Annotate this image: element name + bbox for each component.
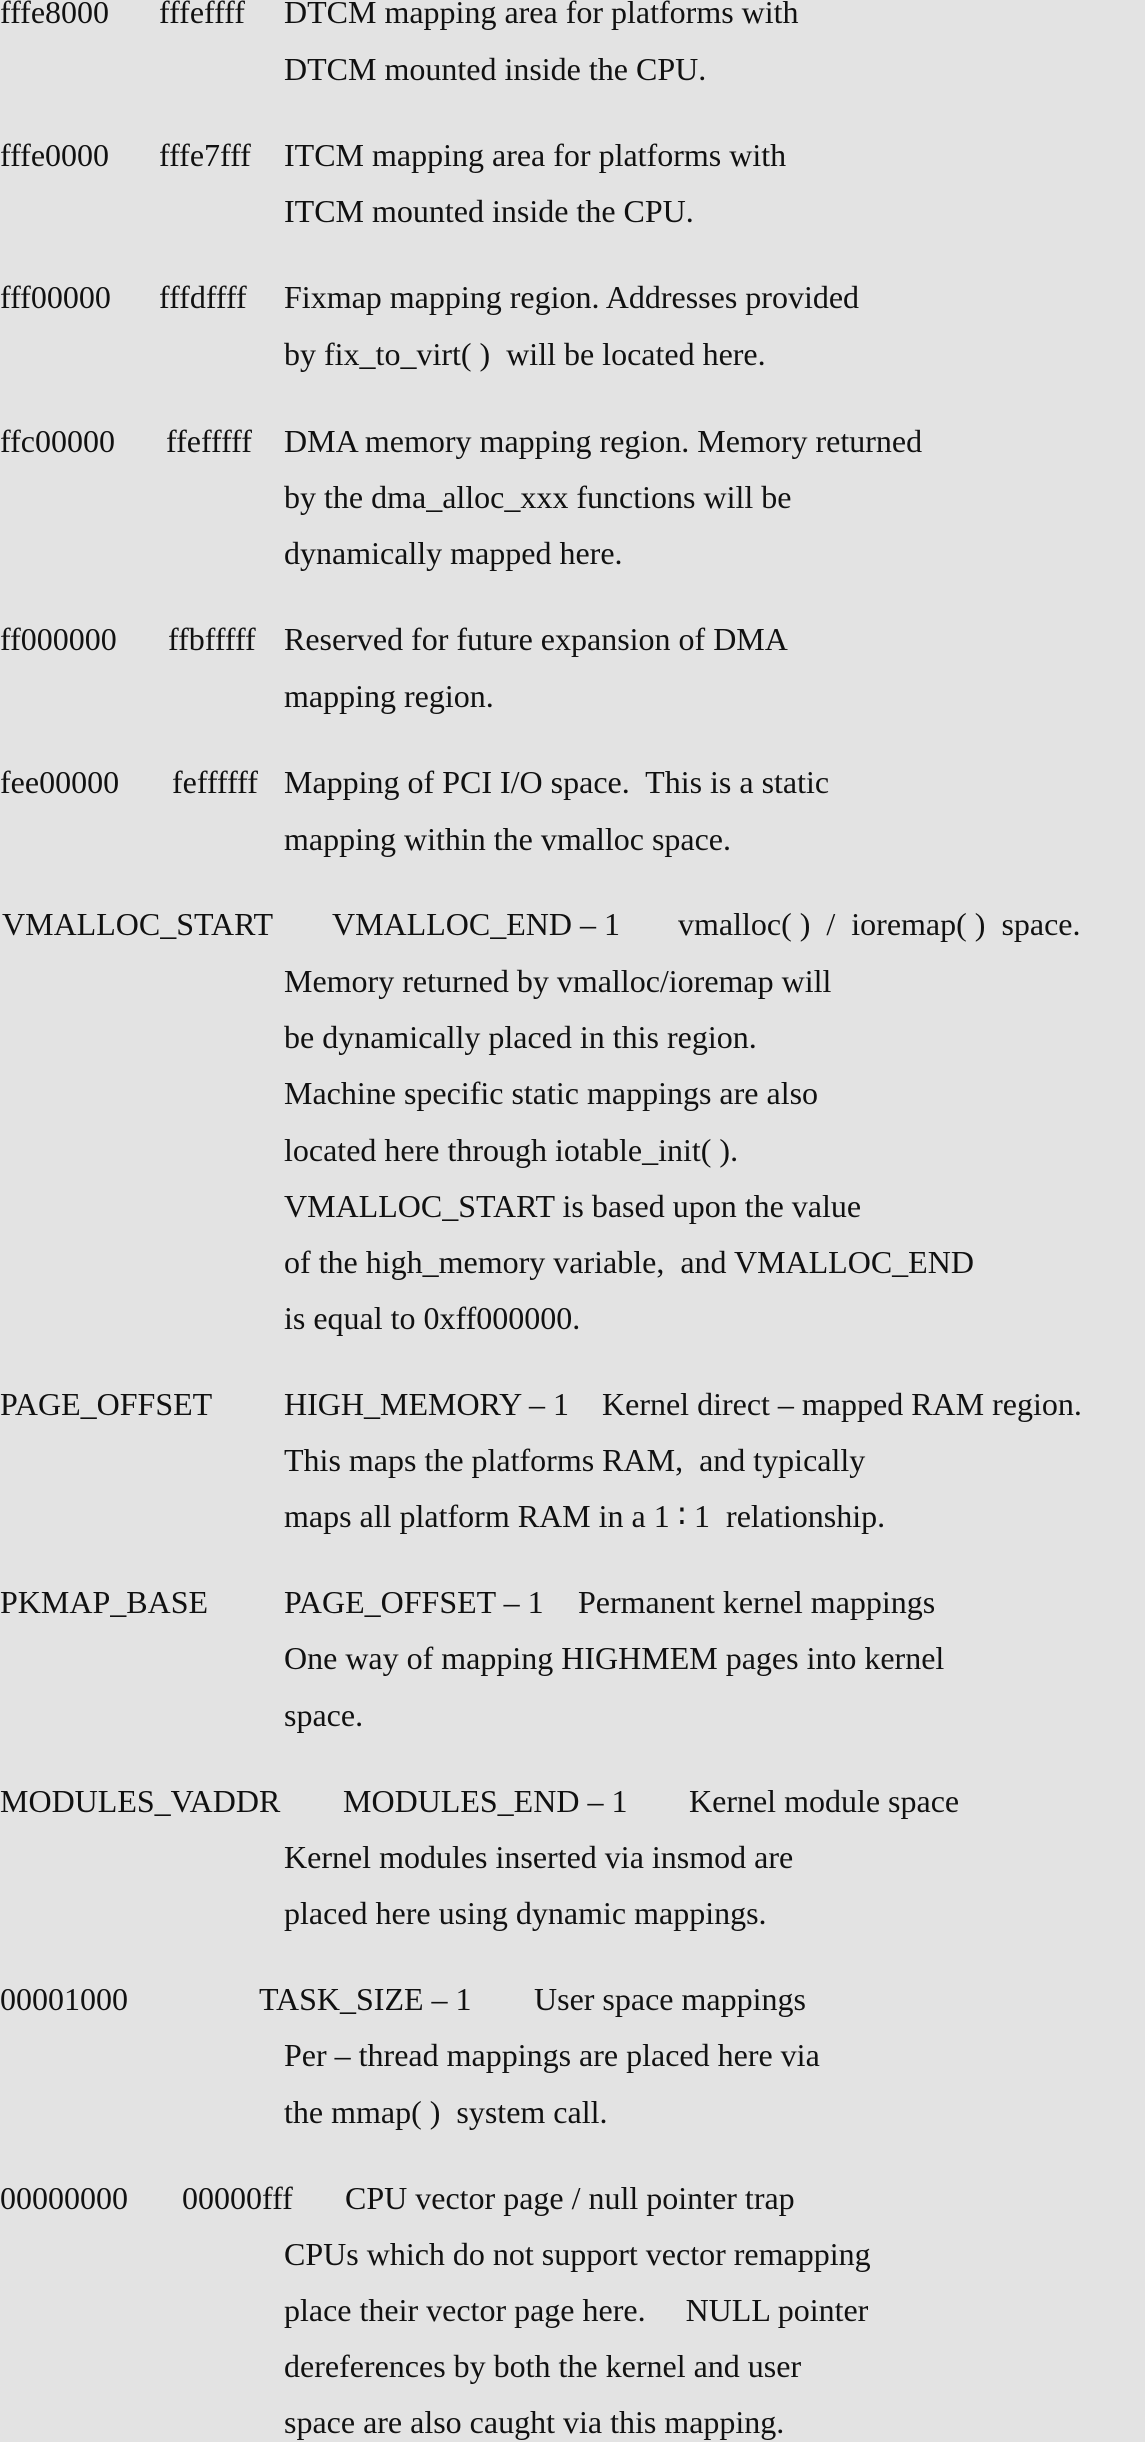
entry-1-start-address: fffe8000 bbox=[0, 0, 110, 30]
entry-10-description-line: placed here using dynamic mappings. bbox=[284, 1895, 767, 1931]
entry-1-end-address: fffeffff bbox=[159, 0, 245, 30]
entry-7-description-line: VMALLOC_START is based upon the value bbox=[284, 1188, 862, 1224]
entry-12-description-line: place their vector page here. NULL pointer bbox=[284, 2292, 869, 2328]
entry-7-start-address: VMALLOC_START bbox=[2, 906, 274, 942]
entry-7-description-line: Machine specific static mappings are also bbox=[284, 1075, 819, 1111]
entry-7-description-line: be dynamically placed in this region. bbox=[284, 1019, 757, 1055]
entry-11-end-address: TASK_SIZE – 1 bbox=[259, 1981, 472, 2017]
entry-9-description-line: One way of mapping HIGHMEM pages into kernel bbox=[284, 1640, 945, 1676]
entry-3-description-line: Fixmap mapping region. Addresses provided bbox=[284, 279, 860, 315]
entry-10-description-line: Kernel modules inserted via insmod are bbox=[284, 1839, 794, 1875]
entry-12-end-address: 00000fff bbox=[182, 2180, 293, 2216]
entry-7-description-line: vmalloc( ) / ioremap( ) space. bbox=[678, 906, 1081, 942]
entry-5-start-address: ff000000 bbox=[0, 621, 117, 657]
entry-7-description-line: of the high_memory variable, and VMALLOC_END bbox=[284, 1244, 974, 1280]
entry-4-description-line: by the dma_alloc_xxx functions will be bbox=[284, 479, 792, 515]
entry-8-description-line: maps all platform RAM in a 1 ∶ 1 relationship. bbox=[284, 1498, 886, 1534]
entry-9-description-line: Permanent kernel mappings bbox=[578, 1584, 936, 1620]
entry-5-description-line: Reserved for future expansion of DMA bbox=[284, 621, 788, 657]
entry-11-description-line: Per – thread mappings are placed here via bbox=[284, 2037, 820, 2073]
entry-4-start-address: ffc00000 bbox=[0, 423, 115, 459]
entry-6-description-line: mapping within the vmalloc space. bbox=[284, 821, 731, 857]
entry-3-end-address: fffdffff bbox=[159, 279, 247, 315]
entry-3-start-address: fff00000 bbox=[0, 279, 111, 315]
entry-7-description-line: Memory returned by vmalloc/ioremap will bbox=[284, 963, 832, 999]
entry-8-description-line: This maps the platforms RAM, and typically bbox=[284, 1442, 866, 1478]
entry-7-description-line: is equal to 0xff000000. bbox=[284, 1300, 581, 1336]
entry-9-description-line: space. bbox=[284, 1697, 364, 1733]
entry-1-description-line: DTCM mapping area for platforms with bbox=[284, 0, 799, 30]
entry-12-description-line: dereferences by both the kernel and user bbox=[284, 2348, 802, 2384]
entry-7-end-address: VMALLOC_END – 1 bbox=[332, 906, 620, 942]
entry-11-start-address: 00001000 bbox=[0, 1981, 128, 2017]
entry-7-description-line: located here through iotable_init( ). bbox=[284, 1132, 739, 1168]
entry-2-end-address: fffe7fff bbox=[159, 137, 251, 173]
entry-10-description-line: Kernel module space bbox=[689, 1783, 960, 1819]
entry-8-description-line: Kernel direct – mapped RAM region. bbox=[602, 1386, 1082, 1422]
entry-9-start-address: PKMAP_BASE bbox=[0, 1584, 209, 1620]
entry-5-description-line: mapping region. bbox=[284, 678, 494, 714]
entry-5-end-address: ffbfffff bbox=[168, 621, 256, 657]
entry-11-description-line: the mmap( ) system call. bbox=[284, 2094, 608, 2130]
entry-12-description-line: space are also caught via this mapping. bbox=[284, 2404, 785, 2440]
entry-8-end-address: HIGH_MEMORY – 1 bbox=[284, 1386, 570, 1422]
entry-3-description-line: by fix_to_virt( ) will be located here. bbox=[284, 336, 766, 372]
entry-10-end-address: MODULES_END – 1 bbox=[343, 1783, 628, 1819]
entry-1-description-line: DTCM mounted inside the CPU. bbox=[284, 51, 707, 87]
entry-4-description-line: dynamically mapped here. bbox=[284, 535, 623, 571]
entry-6-description-line: Mapping of PCI I/O space. This is a static bbox=[284, 764, 830, 800]
entry-8-start-address: PAGE_OFFSET bbox=[0, 1386, 213, 1422]
entry-6-end-address: feffffff bbox=[172, 764, 258, 800]
entry-2-start-address: fffe0000 bbox=[0, 137, 110, 173]
entry-12-description-line: CPU vector page / null pointer trap bbox=[345, 2180, 795, 2216]
entry-11-description-line: User space mappings bbox=[534, 1981, 806, 2017]
entry-4-end-address: ffefffff bbox=[166, 423, 252, 459]
entry-2-description-line: ITCM mounted inside the CPU. bbox=[284, 193, 694, 229]
entry-9-end-address: PAGE_OFFSET – 1 bbox=[284, 1584, 544, 1620]
entry-2-description-line: ITCM mapping area for platforms with bbox=[284, 137, 787, 173]
entry-6-start-address: fee00000 bbox=[0, 764, 120, 800]
entry-12-start-address: 00000000 bbox=[0, 2180, 128, 2216]
entry-10-start-address: MODULES_VADDR bbox=[0, 1783, 281, 1819]
entry-4-description-line: DMA memory mapping region. Memory returned bbox=[284, 423, 923, 459]
entry-12-description-line: CPUs which do not support vector remapping bbox=[284, 2236, 871, 2272]
